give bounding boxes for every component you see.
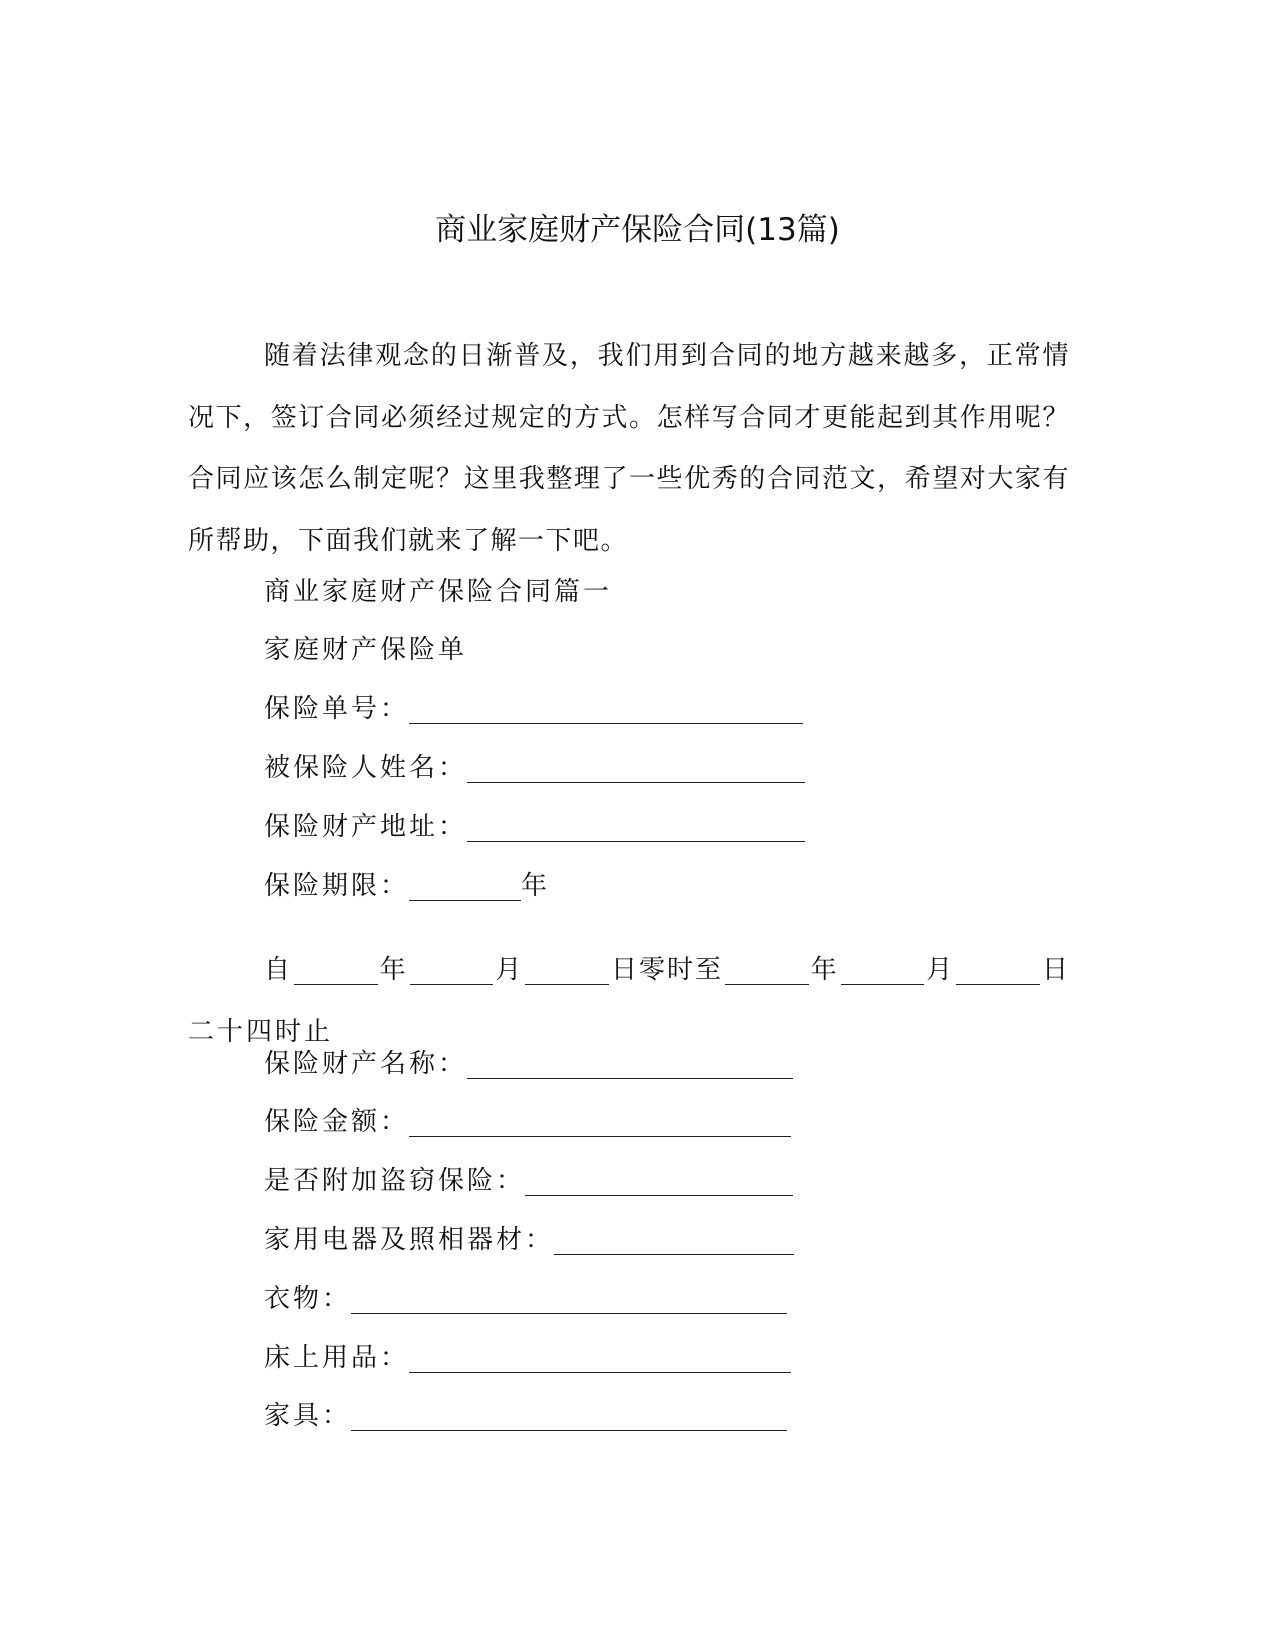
start-month-blank[interactable] [410,956,494,985]
property-name-label: 保险财产名称： [264,1049,468,1079]
start-year-unit: 年 [379,955,408,985]
clothing-blank[interactable] [351,1285,787,1314]
bedding-row [264,1338,791,1378]
start-day-blank[interactable] [525,956,609,985]
end-year-blank[interactable] [725,956,809,985]
term-label: 保险期限： [264,871,410,901]
term-unit: 年 [521,871,551,901]
document-title: 商业家庭财产保险合同(13篇) [435,212,840,248]
theft-insurance-row [264,1161,793,1201]
theft-insurance-blank[interactable] [525,1167,793,1196]
form-title: 家庭财产保险单 [264,635,468,665]
property-address-label: 保险财产地址： [264,812,468,842]
amount-blank[interactable] [409,1108,791,1137]
clothing-row [264,1279,787,1319]
policy-no-row [264,689,803,729]
term-row [264,866,550,906]
appliances-row [264,1220,794,1260]
property-address-blank[interactable] [467,813,805,842]
amount-label: 保险金额： [264,1107,410,1137]
intro-paragraph: 随着法律观念的日渐普及，我们用到合同的地方越来越多，正常情况下，签订合同必须经过规定的方式。怎样写合同才更能起到其作用呢？合同应该怎么制定呢？这里我整理了一些优秀的合同范文，希望对大家有所帮助，下面我们就来了解一下吧。 [188,341,1070,556]
start-month-unit: 月 [495,955,524,985]
term-blank[interactable] [409,872,521,901]
end-month-blank[interactable] [841,956,925,985]
furniture-row [264,1396,787,1436]
appliances-blank[interactable] [554,1226,794,1255]
policy-no-label: 保险单号： [264,694,410,724]
bedding-label: 床上用品： [264,1343,410,1373]
property-address-row [264,807,805,847]
end-day-unit: 日 [1041,955,1070,985]
section-heading: 商业家庭财产保险合同篇一 [264,577,613,607]
theft-insurance-label: 是否附加盗窃保险： [264,1166,526,1196]
policy-no-blank[interactable] [409,695,803,724]
end-day-blank[interactable] [956,956,1040,985]
insured-name-label: 被保险人姓名： [264,753,468,783]
bedding-blank[interactable] [409,1344,791,1373]
end-year-unit: 年 [810,955,839,985]
period-row [264,950,1070,990]
period-end: 二十四时止 [188,1017,334,1047]
furniture-blank[interactable] [351,1402,787,1431]
amount-row [264,1102,791,1142]
appliances-label: 家用电器及照相器材： [264,1225,555,1255]
clothing-label: 衣物： [264,1284,352,1314]
end-month-unit: 月 [926,955,955,985]
insured-name-blank[interactable] [467,754,805,783]
property-name-row [264,1044,793,1084]
start-year-blank[interactable] [294,956,378,985]
property-name-blank[interactable] [467,1050,793,1079]
start-day-unit: 日零时至 [610,955,723,985]
period-from: 自 [264,955,293,985]
insured-name-row [264,748,805,788]
furniture-label: 家具： [264,1401,352,1431]
